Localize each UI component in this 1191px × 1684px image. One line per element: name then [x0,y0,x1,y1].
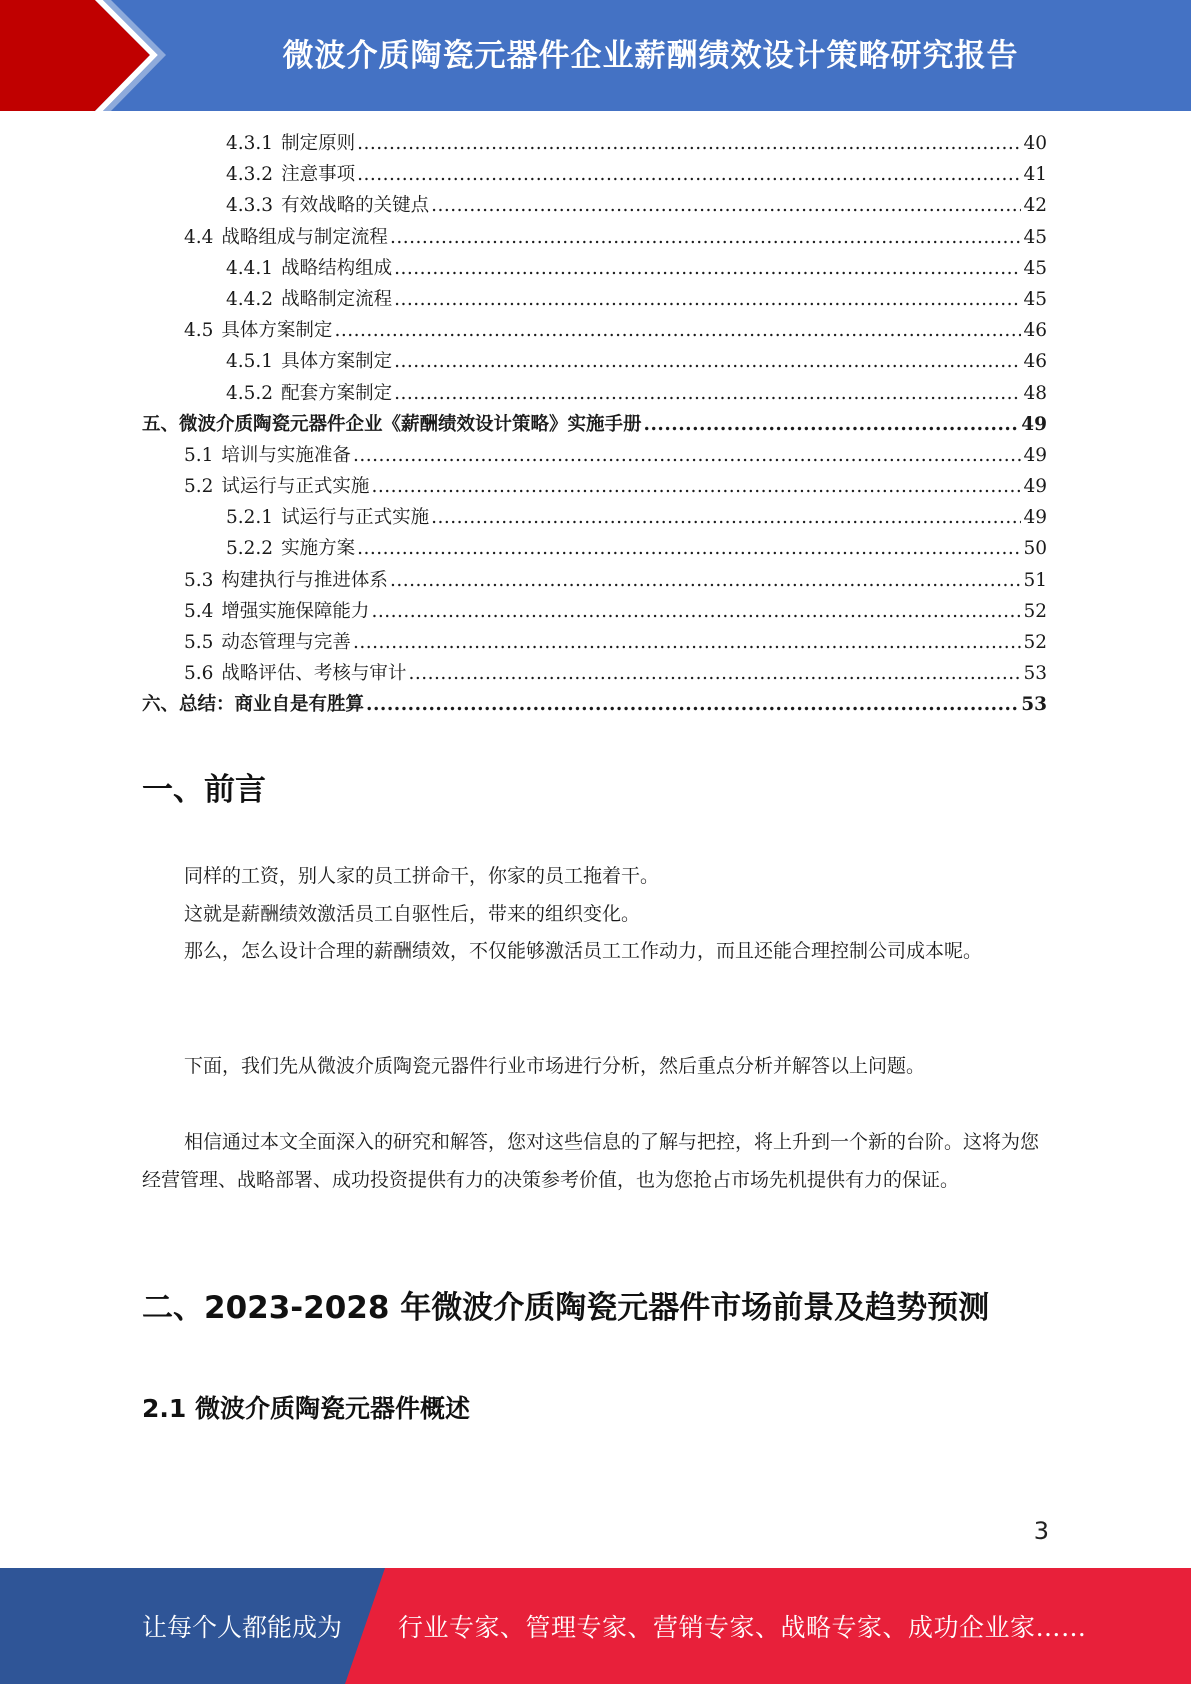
toc-entry-page: 51 [1023,569,1047,591]
toc-entry-page: 46 [1023,351,1047,373]
paragraph: 相信通过本文全面深入的研究和解答，您对这些信息的了解与把控，将上升到一个新的台阶。这将为您经营管理、战略部署、成功投资提供有力的决策参考价值，也为您抢占市场先机提供有力的保证。 [142,1131,1040,1191]
toc-entry-number: 4.3.1 [226,133,274,154]
toc-entry-number: 5.2.2 [226,538,274,560]
toc-entry-title: 具体方案制定 [281,351,393,373]
toc-entry-number: 5.5 [184,632,214,653]
toc-entry-title: 构建执行与推进体系 [221,569,388,591]
toc-dot-leader [394,284,1021,315]
toc-entry-number: 4.5 [184,320,214,342]
toc-entry-page: 46 [1023,320,1047,342]
page-number: 3 [1033,1517,1049,1545]
toc-entry-title: 有效战略的关键点 [281,195,430,217]
toc-entry-page: 48 [1023,382,1047,404]
toc-entry-number: 5.3 [184,569,214,591]
toc-entry[interactable] [142,315,1047,346]
toc-entry-title: 试运行与正式实施 [221,476,370,498]
toc-entry-page: 41 [1023,164,1047,186]
toc-dot-leader [357,128,1021,159]
toc-entry-page: 45 [1023,226,1047,248]
toc-dot-leader [371,471,1021,502]
toc-entry[interactable] [142,128,1047,159]
toc-entry-number: 5.2 [184,476,214,498]
toc-entry-number: 4.5.2 [226,382,274,404]
toc-entry[interactable] [142,409,1047,440]
toc-dot-leader [431,502,1021,533]
paragraph: 这就是薪酬绩效激活员工自驱性后，带来的组织变化。 [184,903,641,925]
toc-entry-number: 5.1 [184,444,214,466]
toc-dot-leader [357,533,1021,564]
table-of-contents [142,128,1047,721]
toc-entry-number: 4.3.2 [226,164,274,186]
toc-entry-page: 49 [1021,413,1047,435]
page-footer [0,1568,1191,1684]
toc-dot-leader [394,378,1021,409]
toc-entry[interactable] [142,284,1047,315]
toc-entry-page: 45 [1023,288,1047,310]
toc-entry-page: 49 [1023,507,1047,529]
toc-entry[interactable] [142,658,1047,689]
toc-entry-title: 六、总结：商业自是有胜算 [142,694,365,716]
toc-entry-title: 培训与实施准备 [221,444,351,466]
toc-entry[interactable] [142,440,1047,471]
toc-dot-leader [353,627,1022,658]
toc-entry[interactable] [142,159,1047,190]
toc-entry-title: 战略组成与制定流程 [221,226,388,248]
toc-entry-number: 4.3.3 [226,195,274,217]
toc-entry-page: 45 [1023,257,1047,279]
toc-entry-number: 4.5.1 [226,351,274,373]
page-header [0,0,1191,111]
toc-entry-number: 4.4 [184,226,214,248]
section-heading-preface: 一、前言 [142,772,266,808]
footer-slogan-right: 行业专家、管理专家、营销专家、战略专家、成功企业家…… [398,1613,1087,1642]
toc-entry-page: 53 [1021,694,1047,716]
header-title: 微波介质陶瓷元器件企业薪酬绩效设计策略研究报告 [282,37,1019,74]
section-heading-market-forecast: 二、2023-2028 年微波介质陶瓷元器件市场前景及趋势预测 [142,1290,990,1326]
toc-entry-page: 42 [1023,195,1047,217]
toc-entry-title: 增强实施保障能力 [221,600,370,622]
toc-entry-title: 五、微波介质陶瓷元器件企业《薪酬绩效设计策略》实施手册 [142,413,642,435]
toc-dot-leader [394,253,1021,284]
paragraph: 下面，我们先从微波介质陶瓷元器件行业市场进行分析，然后重点分析并解答以上问题。 [184,1055,926,1077]
toc-entry[interactable] [142,378,1047,409]
toc-entry[interactable] [142,502,1047,533]
toc-entry-title: 战略结构组成 [281,257,393,279]
toc-entry-title: 试运行与正式实施 [281,507,430,529]
toc-dot-leader [366,689,1019,720]
toc-entry[interactable] [142,627,1047,658]
toc-entry-page: 52 [1023,632,1047,653]
toc-dot-leader [390,565,1022,596]
toc-entry-page: 49 [1023,444,1047,466]
toc-entry-title: 具体方案制定 [221,320,333,342]
toc-entry-title: 实施方案 [281,538,356,560]
toc-entry-number: 5.2.1 [226,507,274,529]
footer-slogan-left: 让每个人都能成为 [142,1613,343,1642]
header-arrow-decoration [0,0,170,111]
toc-entry-title: 动态管理与完善 [221,632,351,653]
toc-entry[interactable] [142,190,1047,221]
paragraph: 同样的工资，别人家的员工拼命干，你家的员工拖着干。 [184,865,660,887]
paragraph: 那么，怎么设计合理的薪酬绩效，不仅能够激活员工工作动力，而且还能合理控制公司成本呢。 [184,940,983,962]
toc-dot-leader [394,346,1021,377]
toc-entry[interactable] [142,533,1047,564]
toc-entry[interactable] [142,253,1047,284]
toc-dot-leader [431,190,1021,221]
toc-entry[interactable] [142,689,1047,720]
toc-entry-number: 4.4.1 [226,257,274,279]
toc-entry-number: 5.4 [184,600,214,622]
toc-entry[interactable] [142,596,1047,627]
toc-entry-page: 50 [1023,538,1047,560]
toc-entry-number: 4.4.2 [226,288,274,310]
toc-dot-leader [334,315,1021,346]
toc-entry[interactable] [142,346,1047,377]
toc-entry[interactable] [142,565,1047,596]
toc-dot-leader [371,596,1021,627]
toc-entry-title: 战略评估、考核与审计 [221,663,407,685]
toc-entry-title: 注意事项 [281,164,356,186]
toc-entry-number: 5.6 [184,663,214,685]
toc-dot-leader [357,159,1021,190]
toc-entry-title: 制定原则 [281,133,356,154]
toc-entry-page: 53 [1023,663,1047,685]
toc-entry-title: 配套方案制定 [281,382,393,404]
toc-entry[interactable] [142,222,1047,253]
toc-entry-page: 49 [1023,476,1047,498]
toc-entry-page: 52 [1023,600,1047,622]
toc-dot-leader [408,658,1021,689]
toc-dot-leader [644,409,1020,440]
toc-dot-leader [390,222,1022,253]
toc-dot-leader [353,440,1022,471]
subsection-heading-overview: 2.1 微波介质陶瓷元器件概述 [142,1394,470,1423]
toc-entry-page: 40 [1023,133,1047,154]
toc-entry-title: 战略制定流程 [281,288,393,310]
toc-entry[interactable] [142,471,1047,502]
